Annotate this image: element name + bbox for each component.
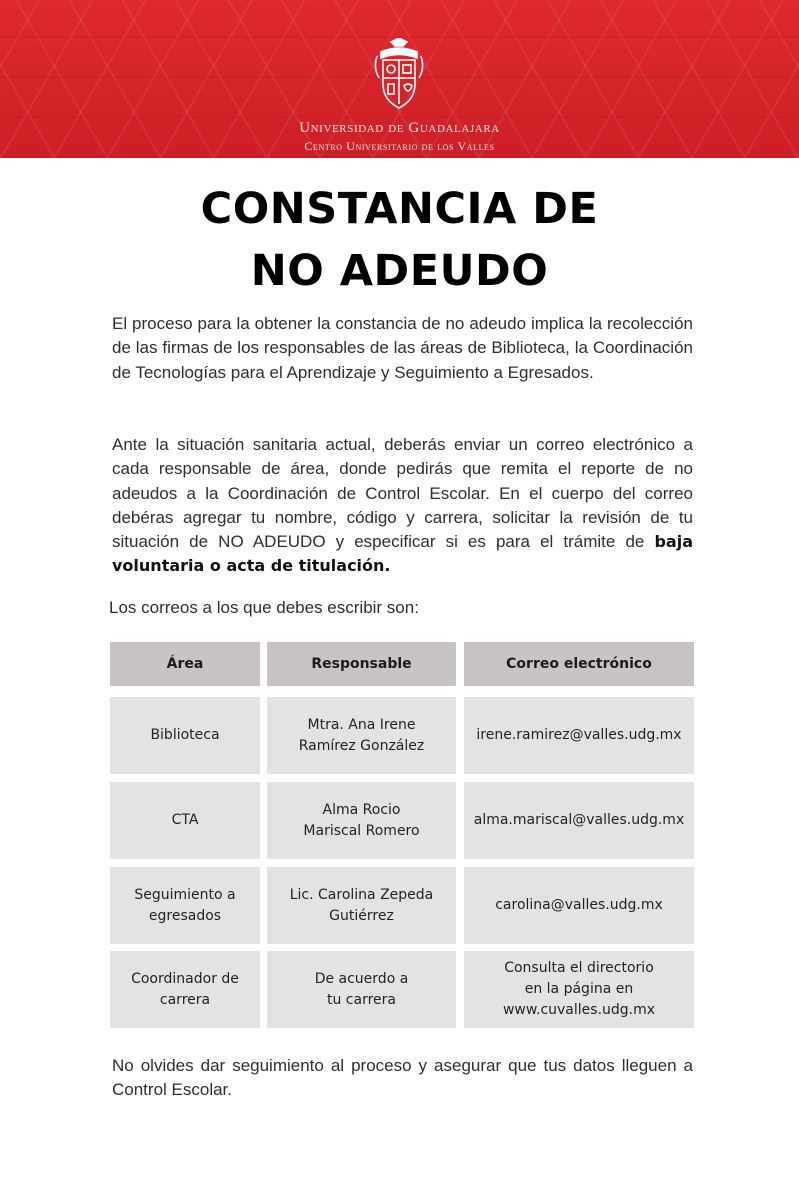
cell-line: Mariscal Romero bbox=[303, 822, 420, 839]
table-cell-area bbox=[110, 782, 260, 859]
instructions-text: Ante la situación sanitaria actual, deberás enviar un correo electrónico a cada responsable de área, donde pedirás que remita el reporte de no adeudos a la Coordinación de Control Escolar. En el cuerpo del correo debéras agregar tu nombre, código y carrera, solicitar la revisión de tu situación de NO ADEUDO y especificar si es para el trámite de bbox=[112, 435, 693, 552]
emails-intro: Los correos a los que debes escribir son: bbox=[109, 598, 419, 617]
cell-line: Gutiérrez bbox=[329, 907, 394, 924]
cell-line: Biblioteca bbox=[150, 727, 220, 743]
header-correo: Correo electrónico bbox=[464, 642, 694, 686]
table-cell-correo bbox=[464, 867, 694, 944]
cell-line: De acuerdo a bbox=[314, 970, 409, 987]
cell-line: Ramírez González bbox=[298, 737, 425, 754]
cell-line: Lic. Carolina Zepeda bbox=[289, 886, 434, 903]
cell-line: carrera bbox=[159, 991, 211, 1008]
email-text: irene.ramirez@valles.udg.mx bbox=[476, 727, 682, 743]
table-cell-responsable bbox=[267, 867, 456, 944]
cell-line: Mtra. Ana Irene bbox=[307, 716, 416, 733]
table-cell-area bbox=[110, 951, 260, 1028]
header-responsable: Responsable bbox=[267, 642, 456, 686]
table-cell-correo bbox=[464, 697, 694, 774]
email-text: carolina@valles.udg.mx bbox=[495, 897, 663, 913]
intro-paragraph: El proceso para la obtener la constancia de no adeudo implica la recolección de las firmas de los responsables de las áreas de Biblioteca, la Coordinación de Tecnologías para el Aprendizaje y Seguimiento a Egresados. bbox=[112, 314, 693, 382]
cell-line: Coordinador de bbox=[131, 970, 239, 987]
cell-line: Consulta el directorio bbox=[504, 960, 654, 976]
cell-line: Seguimiento a bbox=[134, 886, 236, 903]
cell-line: en la página en bbox=[524, 981, 634, 997]
website-text: www.cuvalles.udg.mx bbox=[502, 1002, 656, 1018]
instructions-bold-text: baja voluntaria o acta de titulación. bbox=[112, 532, 693, 576]
cell-line: tu carrera bbox=[326, 991, 396, 1008]
university-name: Universidad de Guadalajara bbox=[299, 120, 500, 136]
table-cell-correo bbox=[464, 782, 694, 859]
table-cell-area bbox=[110, 697, 260, 774]
campus-name: Centro Universitario de los Valles bbox=[304, 139, 495, 153]
table-cell-correo bbox=[464, 951, 694, 1028]
table-cell-responsable bbox=[267, 782, 456, 859]
cell-line: CTA bbox=[171, 812, 199, 828]
closing-paragraph: No olvides dar seguimiento al proceso y asegurar que tus datos lleguen a Control Escolar. bbox=[112, 1056, 693, 1100]
email-text: alma.mariscal@valles.udg.mx bbox=[473, 812, 685, 828]
header-area: Área bbox=[110, 642, 260, 686]
cell-line: Alma Rocio bbox=[322, 801, 401, 818]
header-banner bbox=[0, 0, 799, 158]
table-cell-responsable bbox=[267, 951, 456, 1028]
page-title bbox=[100, 178, 699, 302]
title-line-2: NO ADEUDO bbox=[250, 246, 549, 296]
table-cell-responsable bbox=[267, 697, 456, 774]
university-crest-icon bbox=[373, 38, 425, 110]
table-cell-area bbox=[110, 867, 260, 944]
instructions-paragraph bbox=[112, 433, 693, 579]
cell-line: egresados bbox=[148, 907, 222, 924]
title-line-1: CONSTANCIA DE bbox=[200, 184, 599, 234]
